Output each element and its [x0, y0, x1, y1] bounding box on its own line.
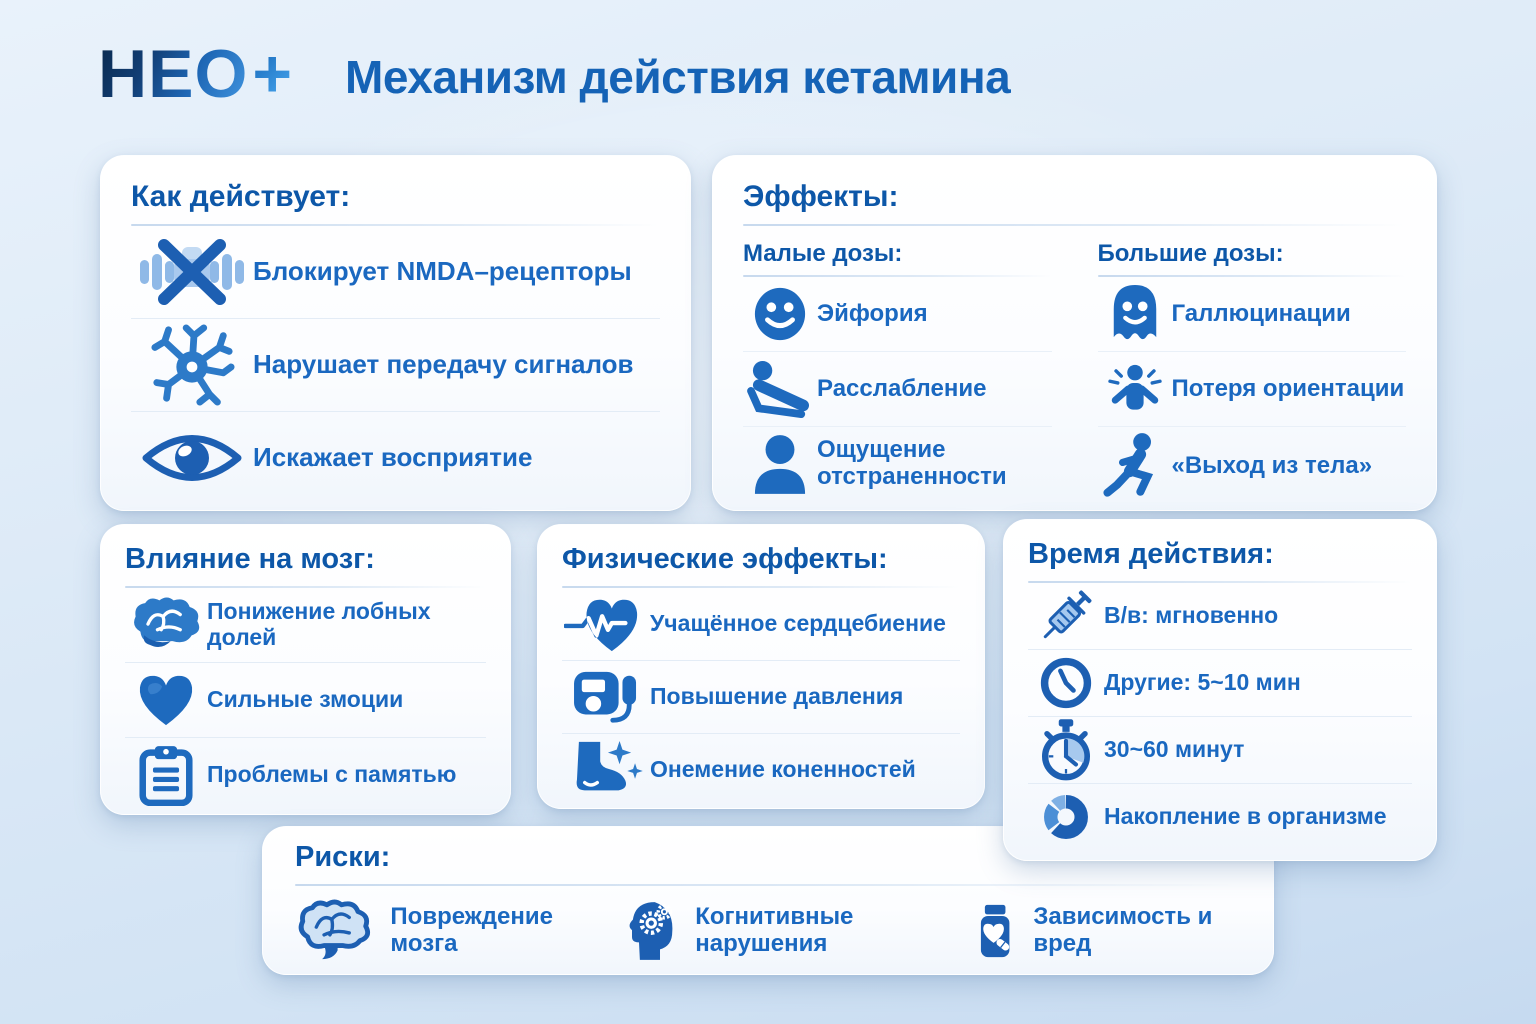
card-time-title: Время действия: — [1028, 538, 1274, 570]
head-gears-icon — [625, 898, 679, 964]
list-item — [125, 662, 486, 737]
list-item — [562, 660, 960, 733]
neo-plus-logo — [98, 36, 294, 112]
item-label: Учащённое сердцебиение — [650, 610, 946, 637]
card-brain-title: Влияние на мозг: — [125, 543, 375, 575]
syringe-icon — [1035, 585, 1097, 647]
card-risks-title: Риски: — [295, 841, 391, 873]
item-label: Потеря ориентации — [1171, 374, 1405, 402]
list-item — [743, 277, 1052, 351]
list-item — [131, 226, 660, 318]
list-item — [1028, 583, 1412, 649]
brain-icon — [129, 595, 203, 655]
item-label: Расслабление — [817, 374, 987, 402]
list-item — [1098, 351, 1407, 426]
item-label: Другие: 5~10 мин — [1104, 669, 1301, 696]
clock-icon — [1039, 656, 1093, 710]
item-label: Повышение давления — [650, 683, 904, 710]
large-doses-column — [1098, 240, 1407, 505]
person-silhouette-icon — [753, 434, 807, 494]
card-brain-influence — [100, 524, 511, 815]
card-effects — [712, 155, 1437, 511]
list-item — [743, 351, 1052, 426]
outlined-brain-icon — [295, 898, 374, 964]
page-title: Механизм действия кетамина — [345, 51, 1011, 103]
item-label: Онемение коненностей — [650, 756, 916, 783]
item-label: Искажает восприятие — [253, 442, 533, 473]
blood-pressure-icon — [572, 666, 640, 728]
list-item — [562, 588, 960, 660]
ghost-icon — [1107, 283, 1163, 345]
item-label: Сильные змоции — [207, 686, 404, 713]
item-label: «Выход из тела» — [1171, 451, 1373, 479]
blocked-nmda-receptor-icon — [140, 235, 244, 309]
clipboard-icon — [139, 744, 193, 806]
card-physical-effects — [537, 524, 985, 809]
card-time-of-action — [1003, 519, 1437, 861]
divider — [743, 224, 1406, 226]
smiley-face-icon — [752, 286, 808, 342]
item-label: 30~60 минут — [1104, 736, 1245, 763]
item-label: Зависимость и вред — [1033, 903, 1213, 957]
item-label: Повреждение мозга — [390, 903, 553, 957]
item-label: Галлюцинации — [1171, 299, 1351, 327]
eye-icon — [142, 425, 242, 491]
list-item — [1028, 649, 1412, 716]
list-item — [125, 737, 486, 812]
small-doses-column — [743, 240, 1052, 505]
item-label: Накопление в организме — [1104, 803, 1387, 830]
disoriented-person-icon — [1104, 362, 1166, 416]
pill-bottle-icon — [973, 898, 1017, 964]
reclining-person-icon — [747, 360, 813, 418]
list-item — [1098, 277, 1407, 351]
list-item — [131, 411, 660, 504]
list-item — [1028, 783, 1412, 850]
list-item — [973, 898, 1241, 964]
item-label: Проблемы с памятью — [207, 761, 457, 788]
heartbeat-icon — [564, 593, 648, 655]
list-item — [625, 898, 973, 964]
item-label: Нарушает передачу сигналов — [253, 349, 634, 380]
floating-person-icon — [1103, 432, 1167, 500]
item-label: Ощущение отстраненности — [817, 436, 1007, 490]
item-label: Понижение лобных долей — [207, 598, 431, 650]
stopwatch-icon — [1037, 718, 1095, 782]
neuron-icon — [149, 322, 235, 408]
logo-text: НЕО — [98, 36, 249, 112]
heart-icon — [136, 673, 196, 727]
list-item — [131, 318, 660, 411]
list-item — [125, 588, 486, 662]
card-physical-title: Физические эффекты: — [562, 543, 888, 575]
numb-foot-icon — [569, 740, 643, 800]
item-label: Когнитивные нарушения — [695, 903, 854, 957]
item-label: Эйфория — [817, 299, 928, 327]
small-doses-subtitle: Малые дозы: — [743, 240, 903, 267]
card-effects-title: Эффекты: — [743, 180, 899, 213]
list-item — [1098, 426, 1407, 505]
card-how-it-works — [100, 155, 691, 511]
list-item — [562, 733, 960, 806]
list-item — [743, 426, 1052, 501]
donut-chart-icon — [1040, 791, 1092, 843]
large-doses-subtitle: Большие дозы: — [1097, 240, 1284, 267]
logo-plus-sign: + — [252, 36, 294, 112]
item-label: В/в: мгновенно — [1104, 602, 1279, 629]
list-item — [295, 898, 625, 964]
divider — [295, 884, 1241, 886]
card-how-title: Как действует: — [131, 180, 351, 213]
item-label: Блокирует NMDA–рецепторы — [253, 256, 632, 287]
list-item — [1028, 716, 1412, 783]
